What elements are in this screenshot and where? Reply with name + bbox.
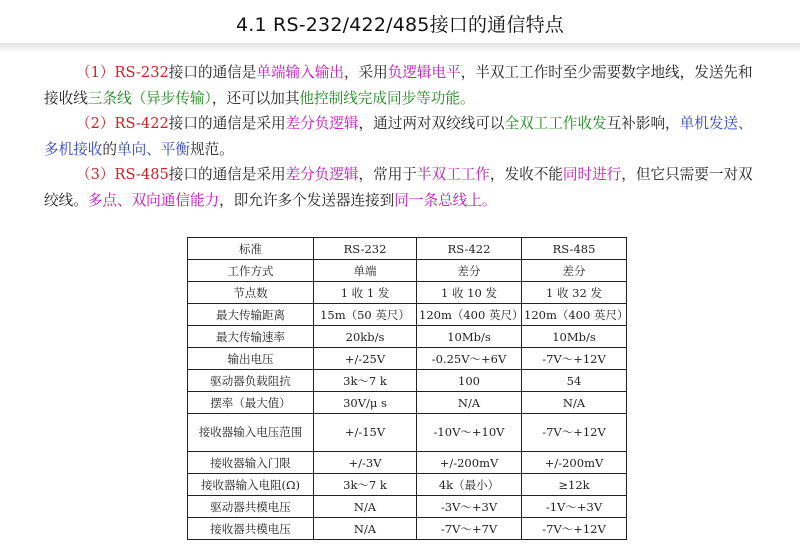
comparison-table-body — [188, 238, 627, 540]
table-cell: -7V～+7V — [417, 518, 522, 540]
paragraph-segment: 接口的通信是 — [168, 64, 257, 81]
paragraph-segment: ，发收不能 — [489, 166, 563, 183]
paragraph-segment: ，半双工工作时至少需要数字地线，发送先和接收线 — [44, 64, 753, 107]
table-row-label: 输出电压 — [188, 348, 314, 370]
table-cell: 120m（400 英尺） — [522, 304, 627, 326]
paragraph-segment: 他控制线完成同步等功能。 — [299, 89, 475, 107]
table-cell: -0.25V～+6V — [417, 348, 522, 370]
table-row — [188, 304, 627, 326]
paragraph-block — [44, 60, 760, 213]
table-cell: +/-3V — [314, 452, 417, 474]
paragraph-segment: 规范。 — [189, 140, 234, 158]
table-cell: +/-200mV — [522, 452, 627, 474]
page-title: 4.1 RS-232/422/485接口的通信特点 — [236, 14, 564, 36]
table-cell: RS-422 — [417, 238, 522, 260]
table-cell: -7V～+12V — [522, 518, 627, 540]
table-row — [188, 518, 627, 540]
table-cell: +/-25V — [314, 348, 417, 370]
table-row — [188, 348, 627, 370]
table-cell: 1 收 10 发 — [417, 282, 522, 304]
table-cell: -3V～+3V — [417, 496, 522, 518]
paragraph-segment: 互补影响， — [606, 115, 680, 132]
table-header-row — [188, 238, 627, 260]
paragraph-segment: 接口的通信是采用 — [168, 115, 286, 132]
table-cell: -1V～+3V — [522, 496, 627, 518]
paragraph-segment: （2）RS-422 — [76, 115, 169, 132]
table-cell: 54 — [522, 370, 627, 392]
table-cell: 120m（400 英尺） — [417, 304, 522, 326]
paragraph-segment: 同一条总线上。 — [394, 191, 497, 209]
paragraph-segment: 差分负逻辑 — [285, 115, 359, 132]
paragraph-segment: ，通过两对双绞线可以 — [358, 115, 505, 132]
paragraph-segment: 三条线（异步传输） — [87, 89, 212, 107]
table-cell: 30V/μ s — [314, 392, 417, 414]
table-row-label: 最大传输距离 — [188, 304, 314, 326]
table-cell: 单端 — [314, 260, 417, 282]
table-cell: RS-485 — [522, 238, 627, 260]
table-row-label: 接收器输入电阻(Ω) — [188, 474, 314, 496]
table-row — [188, 474, 627, 496]
table-cell: N/A — [522, 392, 627, 414]
table-row — [188, 392, 627, 414]
table-cell: +/-15V — [314, 414, 417, 452]
table-row — [188, 452, 627, 474]
table-cell: 10Mb/s — [522, 326, 627, 348]
table-row-label: 节点数 — [188, 282, 314, 304]
paragraph-segment: 接口的通信是采用 — [168, 166, 286, 183]
table-row — [188, 414, 627, 452]
table-cell: 10Mb/s — [417, 326, 522, 348]
paragraph-segment: 单端输入输出 — [256, 64, 344, 81]
paragraph-segment: ，还可以加其 — [211, 89, 300, 107]
comparison-table — [187, 237, 627, 540]
table-cell: N/A — [417, 392, 522, 414]
paragraph-segment: 单向、平衡 — [117, 140, 190, 158]
paragraph-segment: 全双工工作收发 — [504, 115, 607, 132]
paragraph-segment: 多点、双向通信能力 — [87, 191, 220, 209]
table-row — [188, 370, 627, 392]
table-cell: -7V～+12V — [522, 414, 627, 452]
paragraph-rs485 — [44, 162, 760, 213]
table-cell: 差分 — [522, 260, 627, 282]
table-cell: 差分 — [417, 260, 522, 282]
paragraph-segment: 同时进行 — [562, 166, 622, 183]
table-row-label: 工作方式 — [188, 260, 314, 282]
table-cell: 15m（50 英尺） — [314, 304, 417, 326]
paragraph-segment: ，即允许多个发送器连接到 — [219, 191, 395, 209]
table-row-label: 摆率（最大值） — [188, 392, 314, 414]
table-row-label: 最大传输速率 — [188, 326, 314, 348]
paragraph-segment: 负逻辑电平 — [387, 64, 461, 81]
paragraph-segment: 的 — [102, 140, 117, 158]
table-row-label: 驱动器负载阻抗 — [188, 370, 314, 392]
paragraph-segment: ，但它只需要一对双绞线。 — [44, 166, 753, 209]
table-cell: 20kb/s — [314, 326, 417, 348]
paragraph-segment: ，采用 — [343, 64, 388, 81]
table-cell: 3k～7 k — [314, 370, 417, 392]
paragraph-segment: 差分负逻辑 — [285, 166, 359, 183]
table-row — [188, 282, 627, 304]
table-cell: -7V～+12V — [522, 348, 627, 370]
table-cell: 1 收 1 发 — [314, 282, 417, 304]
paragraph-segment: 半双工工作 — [416, 166, 490, 183]
paragraph-segment: 单机发送、多机接收 — [44, 115, 753, 158]
table-cell: RS-232 — [314, 238, 417, 260]
table-row-label: 接收器输入门限 — [188, 452, 314, 474]
table-cell: 4k（最小） — [417, 474, 522, 496]
paragraph-segment: （3）RS-485 — [76, 166, 169, 183]
table-row — [188, 326, 627, 348]
table-cell: +/-200mV — [417, 452, 522, 474]
table-row-label: 驱动器共模电压 — [188, 496, 314, 518]
paragraph-segment: （1）RS-232 — [76, 64, 169, 81]
table-cell: -10V～+10V — [417, 414, 522, 452]
table-cell: N/A — [314, 518, 417, 540]
table-row-label: 标准 — [188, 238, 314, 260]
paragraph-segment: ，常用于 — [358, 166, 417, 183]
table-cell: 100 — [417, 370, 522, 392]
table-cell: ≥12k — [522, 474, 627, 496]
paragraph-rs232 — [44, 60, 760, 111]
table-cell: N/A — [314, 496, 417, 518]
table-cell: 1 收 32 发 — [522, 282, 627, 304]
table-row-label: 接收器共模电压 — [188, 518, 314, 540]
table-row — [188, 496, 627, 518]
table-row — [188, 260, 627, 282]
table-row-label: 接收器输入电压范围 — [188, 414, 314, 452]
table-cell: 3k～7 k — [314, 474, 417, 496]
paragraph-rs422 — [44, 111, 760, 162]
title-divider — [0, 43, 800, 53]
